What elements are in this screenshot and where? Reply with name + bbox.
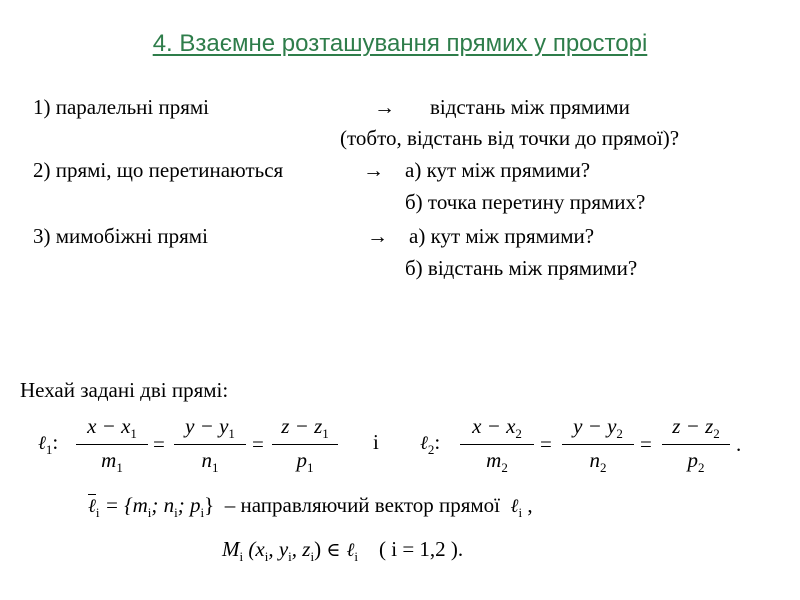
line1-fraction-x: $x - x_1$ $m_1$ bbox=[76, 414, 148, 476]
line2-equals-a: = bbox=[540, 432, 552, 456]
case1-note: (тобто, відстань від точки до прямої)? bbox=[340, 126, 680, 150]
case1-arrow: → bbox=[374, 95, 395, 119]
case3-question-b: б) відстань між прямими? bbox=[405, 256, 638, 280]
line1-equation-lhs: ℓ$_1$: bbox=[38, 430, 59, 457]
given-lines-text: Нехай задані дві прямі: bbox=[20, 378, 229, 402]
direction-vector-line: ℓ$_i$ = {$m_i$; $n_i$; $p_i$} – направляючий вектор прямої ℓ$_i$ , bbox=[88, 493, 533, 520]
line2-fraction-z: $z - z_2$ $p_2$ bbox=[662, 414, 730, 476]
line1-equals-b: = bbox=[252, 432, 264, 456]
case2-question-b: б) точка перетину прямих? bbox=[405, 190, 646, 214]
case1-question: відстань між прямими bbox=[430, 95, 630, 119]
conjunction: і bbox=[373, 430, 379, 454]
line2-equation-lhs: ℓ$_2$: bbox=[420, 430, 441, 457]
case3-question-a: а) кут між прямими? bbox=[409, 224, 595, 248]
line2-fraction-x: $x - x_2$ $m_2$ bbox=[460, 414, 534, 476]
case2-label: 2) прямі, що перетинаються bbox=[33, 158, 284, 182]
case2-question-a: а) кут між прямими? bbox=[405, 158, 591, 182]
case3-label: 3) мимобіжні прямі bbox=[33, 224, 208, 248]
line2-equals-b: = bbox=[640, 432, 652, 456]
line1-fraction-y: $y - y_1$ $n_1$ bbox=[174, 414, 246, 476]
case2-arrow: → bbox=[363, 158, 384, 182]
line2-end-period: . bbox=[736, 432, 742, 456]
line2-fraction-y: $y - y_2$ $n_2$ bbox=[562, 414, 634, 476]
case3-arrow: → bbox=[367, 224, 388, 248]
line1-fraction-z: $z - z_1$ $p_1$ bbox=[272, 414, 338, 476]
point-on-line: $M_i$ ($x_i$, $y_i$, $z_i$) ∈ ℓ$_i$ ( i = 1,2 ). bbox=[222, 537, 464, 564]
line1-equals-a: = bbox=[153, 432, 165, 456]
case1-label: 1) паралельні прямі bbox=[33, 95, 210, 119]
vector-symbol: ℓ bbox=[88, 495, 96, 517]
slide-title: 4. Взаємне розташування прямих у просторі bbox=[152, 30, 648, 57]
